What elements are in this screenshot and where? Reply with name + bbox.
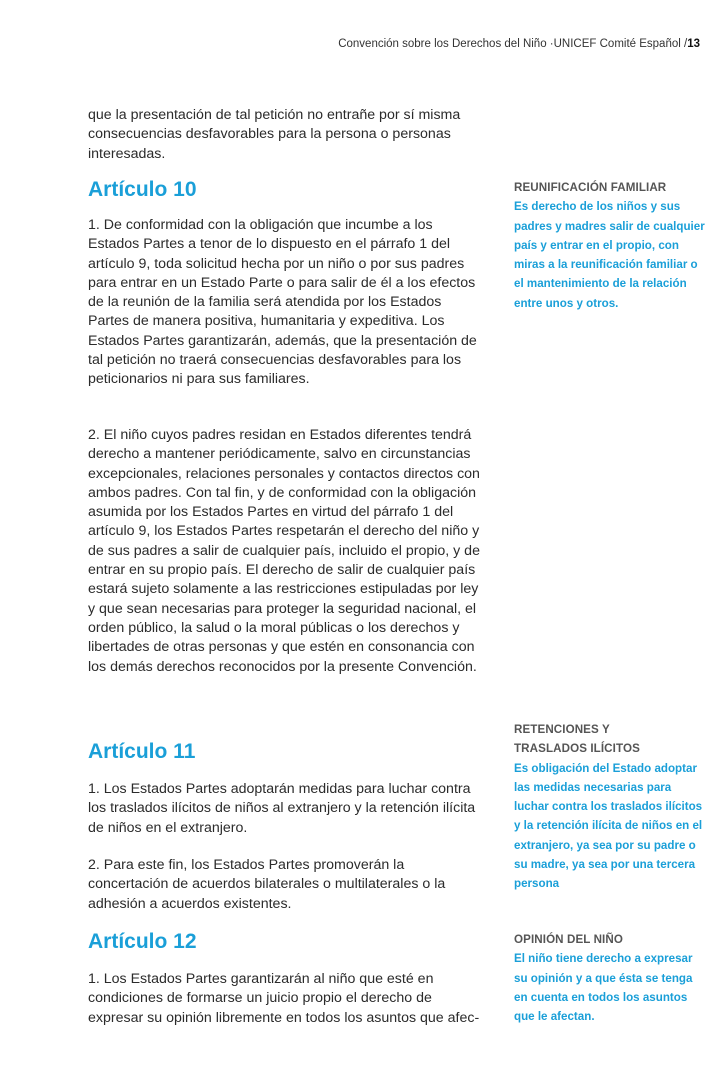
intro-paragraph: que la presentación de tal petición no entrañe por sí misma consecuencias desfavorables para la persona o personas interesadas. (88, 107, 461, 162)
sidebar-title: REUNIFICACIÓN FAMILIAR (514, 181, 667, 194)
sidebar-box-opinion (514, 930, 706, 1026)
article-11-title: Artículo 11 (88, 740, 196, 763)
sidebar-text: El niño tiene derecho a expresar su opinión y a que ésta se tenga en cuenta en todos los asuntos que le afectan. (514, 952, 693, 1024)
page-number: 13 (687, 38, 700, 50)
running-title: Convención sobre los Derechos del Niño ·UNICEF Comité Español / (338, 38, 688, 50)
article-10-title: Artículo 10 (88, 178, 197, 201)
sidebar-box-reunificacion (514, 178, 706, 313)
article-11-paragraph-2: 2. Para este fin, los Estados Partes promoverán la concertación de acuerdos bilaterales o multilaterales o la adhesión a acuerdos existentes. (88, 857, 446, 912)
sidebar-text: Es obligación del Estado adoptar las medidas necesarias para luchar contra los traslados ilícitos y la retención ilícita de niños en el extranjero, ya sea por su padre o su madre, ya sea por una tercera persona (514, 761, 703, 891)
article-10-paragraph-2: 2. El niño cuyos padres residan en Estados diferentes tendrá derecho a mantener periódicamente, salvo en circunstancias excepcionales, relaciones personales y contactos directos con ambos padres. Con tal fin, y de conformidad con la obligación asumida por los Estados Partes en virtud del párrafo 1 del artículo 9, los Estados Partes respetarán el derecho del niño y de sus padres a salir de cualquier país, incluido el propio, y de entrar en su propio país. El derecho de salir de cualquier país estará sujeto solamente a las restricciones estipuladas por ley y que sean necesarias para proteger la seguridad nacional, el orden público, la salud o la moral públicas o los derechos y libertades de otras personas y que estén en consonancia con los demás derechos reconocidos por la presente Convención. (88, 427, 480, 675)
sidebar-title: OPINIÓN DEL NIÑO (514, 933, 623, 946)
article-10-paragraph-1: 1. De conformidad con la obligación que incumbe a los Estados Partes a tenor de lo dispuesto en el párrafo 1 del artículo 9, toda solicitud hecha por un niño o por sus padres para entrar en un Estado Parte o para salir de él a los efectos de la reunión de la familia será atendida por los Estados Partes de manera positiva, humanitaria y expeditiva. Los Estados Partes garantizarán, además, que la presentación de tal petición no traerá consecuencias desfavorables para los peticionarios ni para sus familiares. (88, 217, 477, 388)
article-12-title: Artículo 12 (88, 930, 197, 953)
running-header (338, 38, 700, 50)
sidebar-text: Es derecho de los niños y sus padres y madres salir de cualquier país y entrar en el propio, con miras a la reunificación familiar o el mantenimiento de la relación entre unos y otros. (514, 200, 705, 310)
sidebar-box-retenciones (514, 720, 706, 894)
article-12-paragraph-1: 1. Los Estados Partes garantizarán al niño que esté en condiciones de formarse un juicio propio el derecho de expresar su opinión libremente en todos los asuntos que afec- (88, 971, 480, 1026)
article-11-paragraph-1: 1. Los Estados Partes adoptarán medidas para luchar contra los traslados ilícitos de niños al extranjero y la retención ilícita de niños en el extranjero. (88, 781, 476, 836)
sidebar-title: RETENCIONES Y TRASLADOS ILÍCITOS (514, 723, 640, 756)
